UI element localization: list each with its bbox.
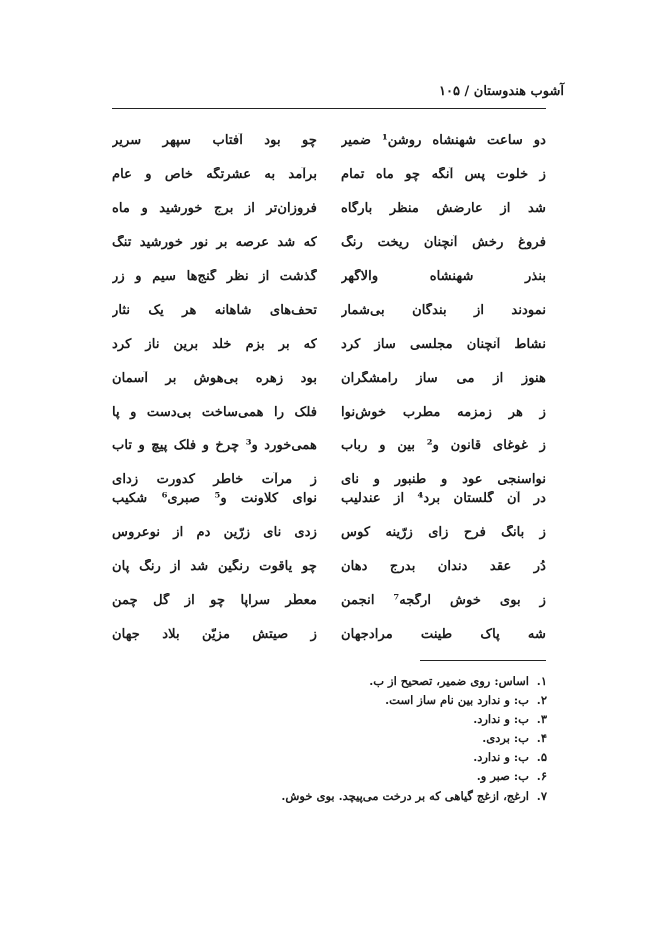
footnote-rule xyxy=(420,660,546,661)
couplet xyxy=(112,395,546,429)
hemistich-left: نوای کلاونت و⁵ صبری⁶ شکیب xyxy=(112,491,317,507)
hemistich-left: فلک را همی‌ساخت بی‌دست و پا xyxy=(112,404,317,420)
footnote-text: ارغج، ازغج گیاهی که بر درخت می‌پیچد. بوی خوش. xyxy=(281,788,529,803)
couplet xyxy=(112,584,546,618)
couplet xyxy=(112,361,546,395)
hemistich-left: فروزان‌تر از برج خورشید و ماه xyxy=(112,201,317,217)
hemistich-right: ز هر زمزمه مطرب خوش‌نوا xyxy=(341,404,546,420)
hemistich-right: ز بانگ فرح زای زرّینه کوس xyxy=(341,525,546,541)
footnote xyxy=(247,748,547,767)
footnote-number: ۴. xyxy=(536,731,547,746)
hemistich-right: هنوز از می ساز رامشگران xyxy=(341,370,546,386)
hemistich-left: ز مرآت خاطر کدورت زدای xyxy=(112,472,317,488)
hemistich-right: دُر عقد دندان بدرج دهان xyxy=(341,559,546,575)
hemistich-left: گذشت از نظر گنج‌ها سیم و زر xyxy=(112,269,317,284)
footnote-number: ۶. xyxy=(536,769,547,784)
footnote-text: ب: بردی. xyxy=(482,731,529,746)
hemistich-right: فروغ رخش آنچنان ریخت رنگ xyxy=(341,235,546,251)
footnotes xyxy=(247,672,547,806)
stanza-2 xyxy=(112,482,546,651)
hemistich-left: چو یاقوت رنگین شد از رنگ پان xyxy=(112,559,317,575)
couplet xyxy=(112,226,546,260)
couplet xyxy=(112,192,546,226)
hemistich-right: دو ساعت شهنشاه روشن¹ ضمیر xyxy=(341,133,546,149)
footnote xyxy=(247,729,547,748)
footnote xyxy=(247,710,547,729)
footnote-number: ۷. xyxy=(536,788,547,803)
footnote-text: ب: صبر و. xyxy=(476,769,529,784)
hemistich-right: نشاط آنچنان مجلسی ساز کرد xyxy=(341,336,546,352)
couplet xyxy=(112,482,546,516)
hemistich-right: بنذر شهنشاه والاگهر xyxy=(341,269,546,284)
couplet xyxy=(112,327,546,361)
hemistich-left: برآمد به عشرتگه خاص و عام xyxy=(112,167,317,183)
hemistich-left: که بر بزم خلد برین ناز کرد xyxy=(112,336,317,352)
footnote-text: ب: و ندارد. xyxy=(473,750,529,765)
footnote-text: اساس: روی ضمیر، تصحیح از ب. xyxy=(369,674,529,688)
hemistich-right: در آن گلستان برد⁴ از عندلیب xyxy=(341,491,546,507)
hemistich-right: شه پاک طینت مرادجهان xyxy=(341,627,546,642)
footnote-number: ۱. xyxy=(536,674,547,688)
couplet xyxy=(112,124,546,158)
footnote xyxy=(247,787,547,806)
hemistich-right: شد از عارضش منظر بارگاه xyxy=(341,201,546,217)
couplet xyxy=(112,293,546,327)
hemistich-right: نمودند از بندگان بی‌شمار xyxy=(341,302,546,318)
couplet xyxy=(112,618,546,652)
footnote xyxy=(247,672,547,691)
couplet xyxy=(112,516,546,550)
footnote-number: ۵. xyxy=(536,750,547,765)
couplet xyxy=(112,429,546,463)
hemistich-left: بود زهره بی‌هوش بر آسمان xyxy=(112,370,317,386)
hemistich-left: که شد عرصه بر نور خورشید تنگ xyxy=(112,235,317,251)
hemistich-right: ز غوغای قانون و² بین و رباب xyxy=(341,438,546,454)
hemistich-right: ز خلوت پس آنگه چو ماه تمام xyxy=(341,167,546,183)
footnote xyxy=(247,691,547,710)
header-rule xyxy=(112,108,546,109)
footnote-text: ب: و ندارد. xyxy=(473,712,529,727)
hemistich-left: همی‌خورد و³ چرخ و فلک پیچ و تاب xyxy=(112,438,317,454)
couplet xyxy=(112,260,546,294)
hemistich-right: ز بوی خوش ارگجه⁷ انجمن xyxy=(341,593,546,609)
hemistich-left: چو بود آفتاب سپهر سریر xyxy=(112,133,317,149)
hemistich-right: نواسنجی عود و طنبور و نای xyxy=(341,472,546,488)
hemistich-left: معطّر سراپا چو از گل چمن xyxy=(112,593,317,609)
stanza-1 xyxy=(112,124,546,497)
running-head: آشوب هندوستان / ۱۰۵ xyxy=(439,84,564,99)
footnote xyxy=(247,767,547,786)
footnote-number: ۲. xyxy=(536,693,547,708)
footnote-number: ۳. xyxy=(536,712,547,727)
footnote-text: ب: و ندارد بین نام ساز است. xyxy=(385,693,529,708)
hemistich-left: ز صیتش مزیّن بلاد جهان xyxy=(112,627,317,642)
hemistich-left: زدی نای زرّین دم از نوعروس xyxy=(112,525,317,541)
couplet xyxy=(112,158,546,192)
couplet xyxy=(112,550,546,584)
hemistich-left: تحف‌های شاهانه هر یک نثار xyxy=(112,302,317,318)
